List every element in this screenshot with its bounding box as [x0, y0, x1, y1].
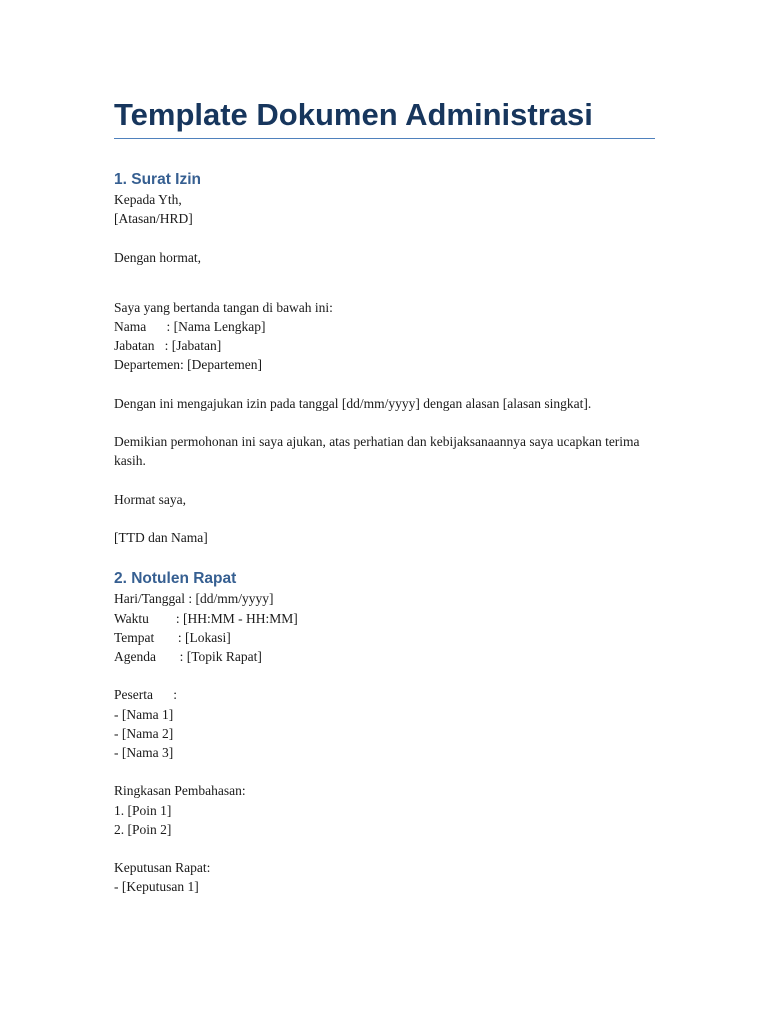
list-item: - [Nama 2]: [114, 725, 174, 741]
spacer: [114, 839, 655, 858]
list-item: - [Keputusan 1]: [114, 879, 199, 895]
spacer: [114, 762, 655, 781]
field-ringkasan: Ringkasan Pembahasan:: [114, 783, 246, 799]
line-kepada: Kepada Yth,: [114, 192, 182, 207]
line-salam: Dengan hormat,: [114, 249, 201, 265]
field-peserta: Peserta :: [114, 687, 177, 703]
field-waktu: Waktu : [HH:MM - HH:MM]: [114, 610, 298, 626]
line-pengajuan: Dengan ini mengajukan izin pada tanggal [dd/mm/yyyy] dengan alasan [alasan singkat].: [114, 395, 592, 411]
field-departemen: Departemen: [Departemen]: [114, 357, 263, 373]
field-keputusan: Keputusan Rapat:: [114, 860, 211, 876]
section-heading-surat-izin: 1. Surat Izin: [114, 171, 201, 188]
field-tempat: Tempat : [Lokasi]: [114, 629, 231, 645]
line-atasan: [Atasan/HRD]: [114, 211, 193, 227]
line-intro: Saya yang bertanda tangan di bawah ini:: [114, 299, 333, 315]
list-item: - [Nama 3]: [114, 744, 174, 760]
document-body: [114, 94, 655, 897]
field-agenda: Agenda : [Topik Rapat]: [114, 648, 262, 664]
field-jabatan: Jabatan : [Jabatan]: [114, 338, 222, 354]
spacer: [114, 666, 655, 685]
field-tanggal: Hari/Tanggal : [dd/mm/yyyy]: [114, 591, 274, 607]
line-penutup: Demikian permohonan ini saya ajukan, atas perhatian dan kebijaksanaannya saya ucapkan terima kasih.: [114, 434, 640, 469]
spacer: [114, 509, 655, 528]
line-hormat: Hormat saya,: [114, 491, 186, 507]
spacer: [114, 228, 655, 247]
spacer: [114, 471, 655, 490]
list-item: - [Nama 1]: [114, 706, 174, 722]
spacer: [114, 375, 655, 394]
section-heading-notulen-rapat: 2. Notulen Rapat: [114, 570, 237, 588]
spacer: [114, 267, 655, 298]
spacer: [114, 413, 655, 432]
signature-placeholder: [TTD dan Nama]: [114, 530, 208, 546]
list-item: 2. [Poin 2]: [114, 821, 172, 837]
list-item: 1. [Poin 1]: [114, 802, 172, 818]
field-nama: Nama : [Nama Lengkap]: [114, 319, 266, 334]
document-title: Template Dokumen Administrasi: [114, 94, 655, 139]
